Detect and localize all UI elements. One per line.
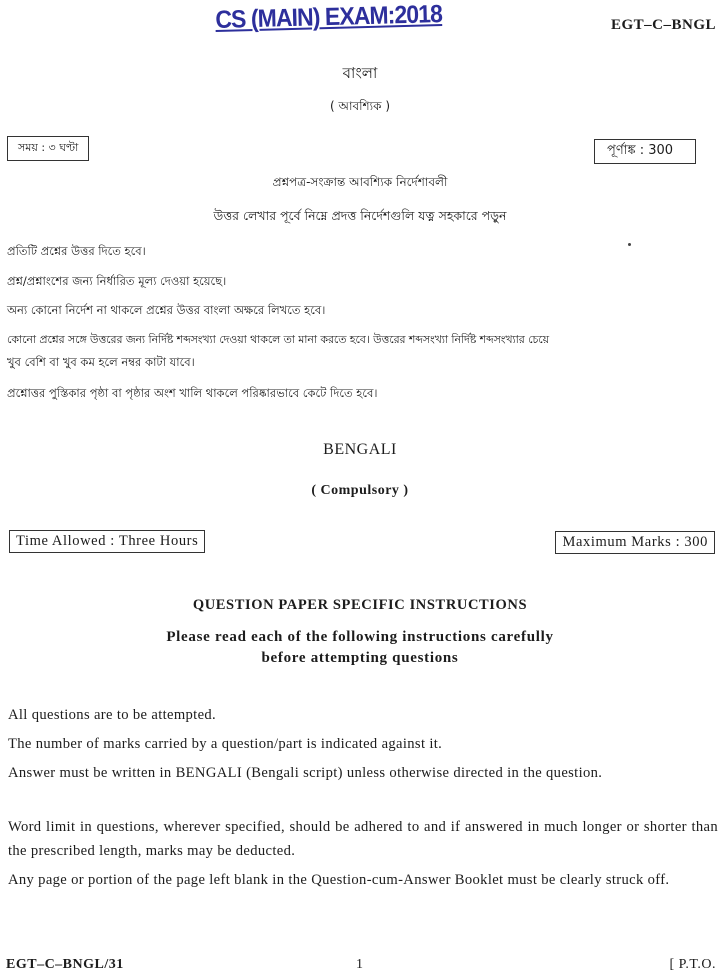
bengali-instruction-3: অন্য কোনো নির্দেশ না থাকলে প্রশ্নের উত্তর বাংলা অক্ষরে লিখতে হবে। (7, 303, 326, 317)
exam-stamp: CS (MAIN) EXAM:2018 (215, 0, 443, 34)
english-marks-box: Maximum Marks : 300 (555, 531, 715, 554)
bengali-instruction-4-cont: খুব বেশি বা খুব কম হলে নম্বর কাটা যাবে। (7, 355, 195, 369)
english-title: BENGALI (323, 441, 397, 458)
bengali-instruction-1: প্রতিটি প্রশ্নের উত্তর দিতে হবে। (7, 244, 146, 258)
instruction-1: All questions are to be attempted. (8, 707, 217, 723)
instruction-4: Word limit in questions, wherever specified, should be adhered to and if answered in much longer or shorter than the prescribed length, marks may be deducted. (8, 819, 718, 859)
instructions-subheading-line1: Please read each of the following instructions carefully (166, 629, 554, 645)
footer-pto: [ P.T.O. (669, 957, 716, 972)
bengali-marks-box: পূর্ণাঙ্ক : 300 (594, 139, 696, 164)
bengali-instruction-2: প্রশ্ন/প্রশ্নাংশের জন্য নির্ধারিত মূল্য দেওয়া হয়েছে। (7, 274, 227, 288)
bengali-subtitle: ( আবশ্যিক ) (329, 99, 391, 113)
bengali-instructions-subheading: উত্তর লেখার পূর্বে নিম্নে প্রদত্ত নির্দেশগুলি যত্ন সহকারে পড়ুন (213, 208, 507, 223)
bengali-instructions-heading: প্রশ্নপত্র-সংক্রান্ত আবশ্যিক নির্দেশাবলী (272, 175, 448, 189)
bengali-instruction-4: কোনো প্রশ্নের সঙ্গে উত্তরের জন্য নির্দিষ্ট শব্দসংখ্যা দেওয়া থাকলে তা মানা করতে হবে। উত্তরের শব্দসংখ্যা নির্দিষ্ট শব্দসংখ্যার চেয়ে (7, 333, 550, 346)
instruction-3: Answer must be written in BENGALI (Bengali script) unless otherwise directed in the question. (8, 765, 603, 781)
instructions-heading: QUESTION PAPER SPECIFIC INSTRUCTIONS (192, 597, 528, 613)
english-time-box: Time Allowed : Three Hours (9, 530, 205, 553)
bengali-time-box: সময় : ৩ ঘণ্টা (7, 136, 89, 161)
paper-code: EGT–C–BNGL (610, 17, 716, 33)
instruction-5: Any page or portion of the page left blank in the Question-cum-Answer Booklet must be clearly struck off. (8, 872, 670, 888)
footer-page-number: 1 (356, 957, 363, 972)
footer-paper-code: EGT–C–BNGL/31 (6, 957, 124, 972)
bengali-instruction-5: প্রশ্নোত্তর পুস্তিকার পৃষ্ঠা বা পৃষ্ঠার অংশ খালি থাকলে পরিষ্কারভাবে কেটে দিতে হবে। (7, 386, 378, 400)
english-subtitle: ( Compulsory ) (311, 483, 409, 498)
instruction-2: The number of marks carried by a question/part is indicated against it. (8, 736, 443, 752)
scan-speck (628, 243, 631, 246)
bengali-title: বাংলা (342, 64, 378, 82)
instructions-subheading-line2: before attempting questions (261, 650, 459, 666)
